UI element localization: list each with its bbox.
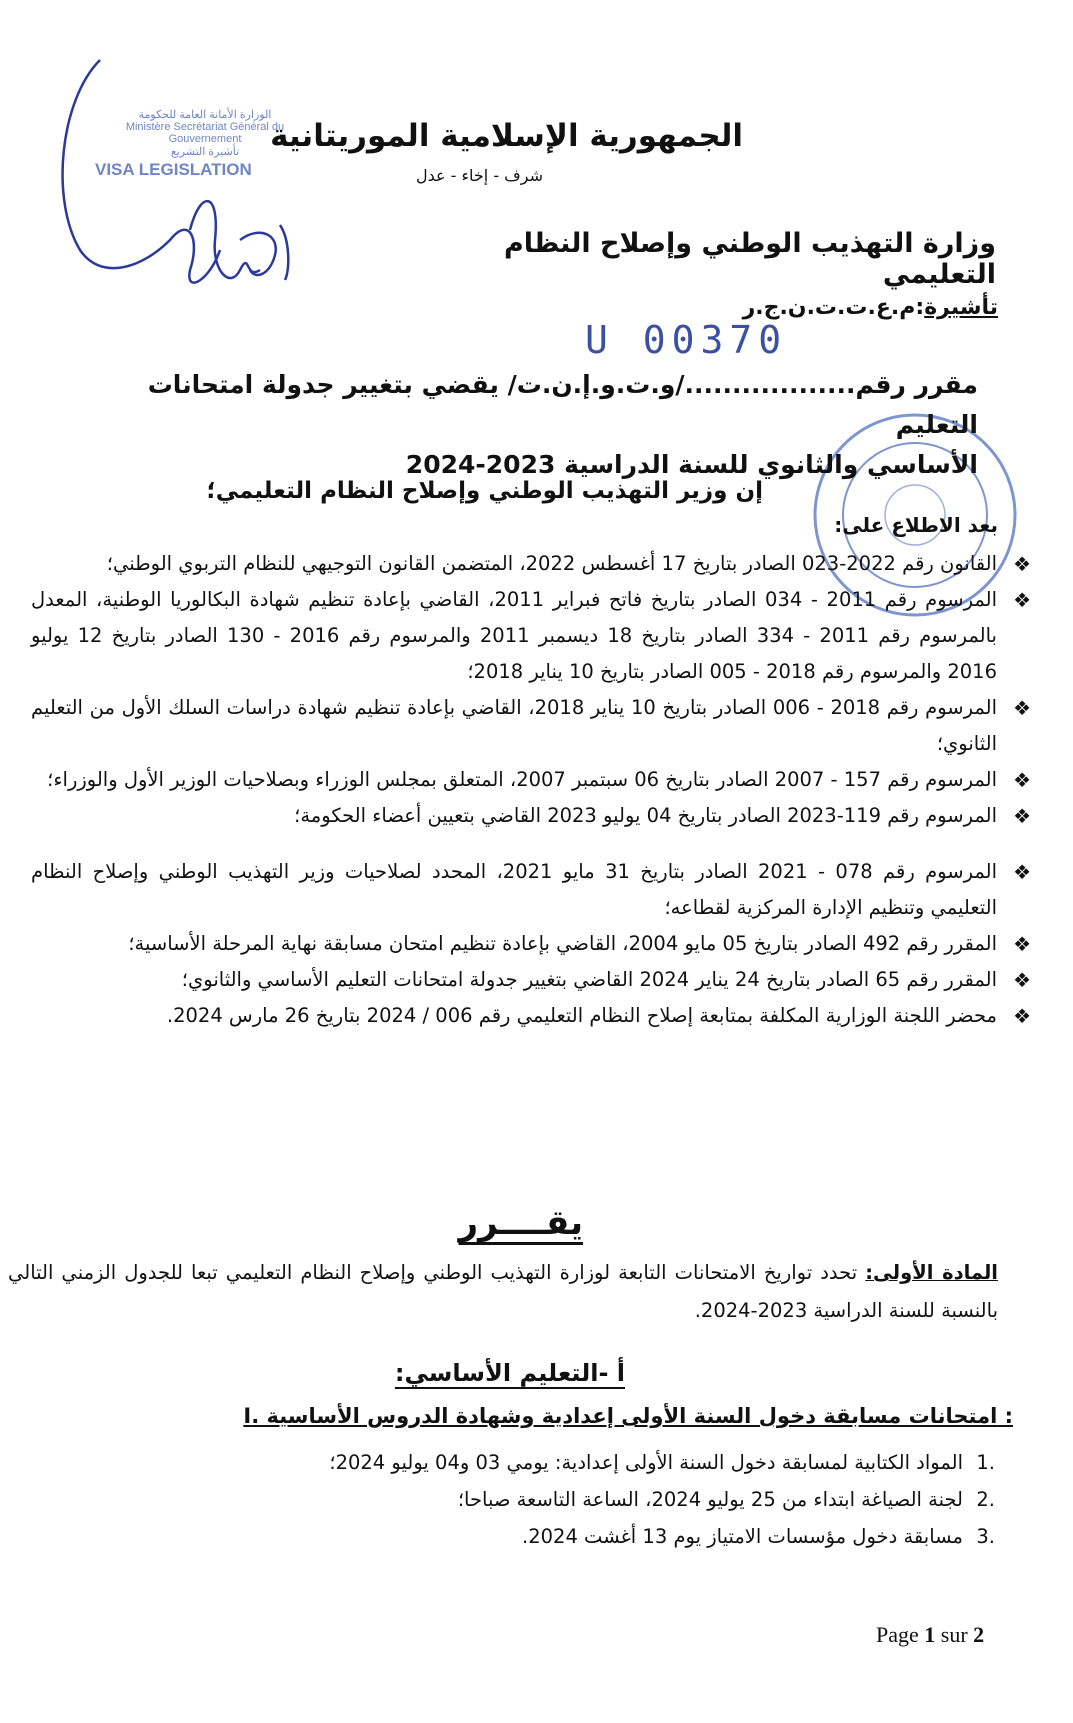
decides-heading: يقــــرر [458,1203,583,1243]
after-review-heading: بعد الاطلاع على: [834,513,998,537]
reference-item [31,962,1031,998]
page-current: 1 [924,1622,936,1647]
reference-item [31,926,1031,962]
handwritten-signature [40,40,300,340]
country-name: الجمهورية الإسلامية الموريتانية [270,118,743,154]
reference-text: المرسوم رقم 119-2023 الصادر بتاريخ 04 يوليو 2023 القاضي بتعيين أعضاء الحكومة؛ [294,804,997,827]
decree-title-line-2: الأساسي والثانوي للسنة الدراسية 2023-2024 [405,450,978,479]
page-mid: sur [935,1622,974,1647]
article-1-text: تحدد تواريخ الامتحانات التابعة لوزارة التهذيب الوطني وإصلاح النظام التعليمي تبعا للجدول الزمني التالي بالنسبة للسنة الدراسية 2023-2024. [8,1261,998,1322]
page-total: 2 [973,1622,985,1647]
visa-label: تأشيرة [924,295,998,320]
reference-item [31,582,1031,690]
reference-text: المرسوم رقم 2018 - 006 الصادر بتاريخ 10 يناير 2018، القاضي بإعادة تنظيم شهادة دراسات السلك الأول من التعليم الثانوي؛ [31,696,997,755]
reference-item [31,690,1031,762]
reference-item [31,762,1031,798]
reference-item [31,998,1031,1034]
bullet-icon: ❖ [1013,804,1031,828]
reference-text: المرسوم رقم 2011 - 034 الصادر بتاريخ فاتح فبراير 2011، القاضي بإعادة تنظيم شهادة البكالوريا الوطنية، المعدل بالمرسوم رقم 2011 - 334 الصادر بتاريخ 18 ديسمبر 2011 والمرسوم رقم 2016 - 130 الصادر بتاريخ 12 يوليو 2016 والمرسوم رقم 2018 - 005 الصادر بتاريخ 10 يناير 2018؛ [31,588,997,683]
list-item [95,1481,995,1518]
reference-text: المقرر رقم 492 الصادر بتاريخ 05 مايو 2004، القاضي بإعادة تنظيم امتحان مسابقة نهاية المرحلة الأساسية؛ [128,932,997,955]
bullet-icon: ❖ [1013,1004,1031,1028]
reference-item [31,546,1031,582]
visa-code: م.ع.ت.ت.ن.ج.ر [742,295,916,320]
item-text: مسابقة دخول مؤسسات الامتياز يوم 13 أغشت 2024. [522,1525,963,1548]
reference-text: المقرر رقم 65 الصادر بتاريخ 24 يناير 2024 القاضي بتغيير جدولة امتحانات التعليم الأساسي والثانوي؛ [181,968,997,991]
bullet-icon: ❖ [1013,860,1031,884]
section-basic-education: أ -التعليم الأساسي: [394,1359,625,1387]
stamp-line: Ministère Secrétariat Général du Gouvernement [125,121,285,145]
stamp-line: الوزارة الأمانة العامة للحكومة [138,109,272,121]
item-number: .3 [976,1525,995,1548]
reference-text: المرسوم رقم 157 - 2007 الصادر بتاريخ 06 سبتمبر 2007، المتعلق بمجلس الوزراء وبصلاحيات الوزير الأول والوزراء؛ [47,768,997,791]
reference-text: محضر اللجنة الوزارية المكلفة بمتابعة إصلاح النظام التعليمي رقم 006 / 2024 بتاريخ 26 مارس 2024. [166,1004,997,1027]
article-1 [8,1254,998,1330]
list-item [95,1518,995,1555]
list-item [95,1444,995,1481]
stamp-line: تأشيرة التشريع [170,146,240,158]
reference-item [31,854,1031,926]
bullet-icon: ❖ [1013,968,1031,992]
decree-title-line-1: مقرر رقم................../و.ت.و.إ.ن.ت/ يقضي بتغيير جدولة امتحانات التعليم [147,370,978,439]
minister-statement: إن وزير التهذيب الوطني وإصلاح النظام التعليمي؛ [206,478,763,504]
bullet-icon: ❖ [1013,588,1031,612]
page-number [876,1622,984,1648]
page-prefix: Page [876,1622,925,1647]
subsection-i-number: I [243,1404,252,1428]
bullet-icon: ❖ [1013,768,1031,792]
visa-line [698,295,998,320]
item-number: .2 [976,1488,995,1511]
item-number: .1 [976,1451,995,1474]
national-motto: شرف - إخاء - عدل [415,166,543,185]
item-text: المواد الكتابية لمسابقة دخول السنة الأولى إعدادية: يومي 03 و04 يوليو 2024؛ [329,1451,963,1474]
bullet-icon: ❖ [1013,696,1031,720]
visa-separator: : [915,295,925,320]
article-1-label: المادة الأولى: [865,1261,998,1284]
ministry-name: وزارة التهذيب الوطني وإصلاح النظام التعليمي [503,228,996,290]
subsection-i-title: امتحانات مسابقة دخول السنة الأولى إعدادية وشهادة الدروس الأساسية : [266,1404,1013,1428]
reference-text: المرسوم رقم 078 - 2021 الصادر بتاريخ 31 مايو 2021، المحدد لصلاحيات وزير التهذيب الوطني وإصلاح النظام التعليمي وتنظيم الإدارة المركزية لقطاعه؛ [31,860,997,919]
stamp-line: VISA LEGISLATION [95,160,252,179]
exam-schedule-list [95,1444,995,1555]
item-text: لجنة الصياغة ابتداء من 25 يوليو 2024، الساعة التاسعة صباحا؛ [457,1488,963,1511]
references-list [31,546,1031,1034]
subsection-i: I. امتحانات مسابقة دخول السنة الأولى إعدادية وشهادة الدروس الأساسية : [243,1404,1013,1428]
reference-text: القانون رقم 2022-023 الصادر بتاريخ 17 أغسطس 2022، المتضمن القانون التوجيهي للنظام التربوي الوطني؛ [106,552,997,575]
serial-number-stamp: U 00370 [585,318,788,362]
bullet-icon: ❖ [1013,552,1031,576]
bullet-icon: ❖ [1013,932,1031,956]
decree-title [118,365,978,485]
reference-item [31,798,1031,834]
